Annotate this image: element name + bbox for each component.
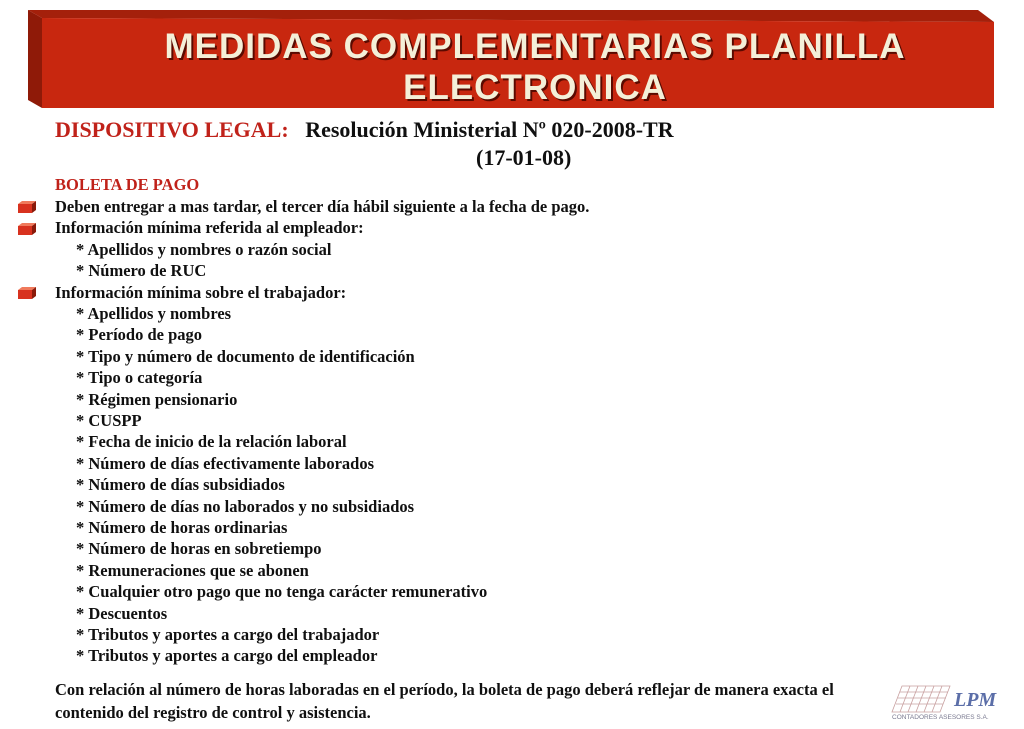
legal-label: DISPOSITIVO LEGAL: [55, 117, 289, 142]
lpm-logo [888, 684, 1008, 720]
employer-item: * Apellidos y nombres o razón social [76, 239, 332, 259]
bullet-text: Información mínima referida al empleador: [55, 218, 364, 238]
logo-tagline: CONTADORES ASESORES S.A. [892, 714, 989, 720]
worker-item: * Régimen pensionario [76, 389, 238, 409]
worker-item: * Período de pago [76, 325, 203, 345]
worker-item: * Tributos y aportes a cargo del empleador [76, 646, 378, 666]
worker-item: * Fecha de inicio de la relación laboral [76, 432, 347, 452]
worker-item: * Apellidos y nombres [76, 304, 232, 323]
worker-item: * Remuneraciones que se abonen [76, 560, 309, 580]
title-banner [28, 10, 994, 108]
worker-item: * Número de días no laborados y no subsidiados [76, 496, 415, 516]
worker-item: * Número de horas en sobretiempo [76, 539, 322, 559]
employer-item: * Número de RUC [76, 261, 207, 281]
cube-bullet-icon [18, 287, 36, 299]
bullet-text: Deben entregar a mas tardar, el tercer día hábil siguiente a la fecha de pago. [55, 197, 590, 216]
cube-bullet-icon [18, 201, 36, 213]
worker-item: * Tipo o categoría [76, 368, 203, 388]
legal-value: Resolución Ministerial Nº 020-2008-TR [305, 117, 674, 142]
logo-brand: LPM [954, 689, 997, 711]
worker-item: * Número de días subsidiados [76, 475, 285, 495]
page-title: MEDIDAS COMPLEMENTARIAS PLANILLA ELECTRONICA [164, 27, 906, 107]
worker-item: * CUSPP [76, 411, 142, 430]
worker-item: * Tipo y número de documento de identificación [76, 346, 415, 366]
worker-item: * Número de días efectivamente laborados [76, 453, 375, 473]
section-title: BOLETA DE PAGO [55, 175, 200, 194]
worker-item: * Cualquier otro pago que no tenga carácter remunerativo [76, 582, 488, 602]
worker-item: * Tributos y aportes a cargo del trabajador [76, 625, 380, 644]
closing-paragraph: Con relación al número de horas laboradas en el período, la boleta de pago deberá reflejar de manera exacta el contenido del registro de control y asistencia. [55, 680, 834, 722]
worker-item: * Descuentos [76, 603, 168, 623]
legal-date: (17-01-08) [476, 145, 572, 170]
worker-item: * Número de horas ordinarias [76, 518, 288, 537]
bullet-text: Información mínima sobre el trabajador: [55, 282, 347, 302]
lpm-logo-graphic [888, 684, 1008, 720]
cube-bullet-icon [18, 223, 36, 235]
legal-reference [55, 116, 674, 144]
